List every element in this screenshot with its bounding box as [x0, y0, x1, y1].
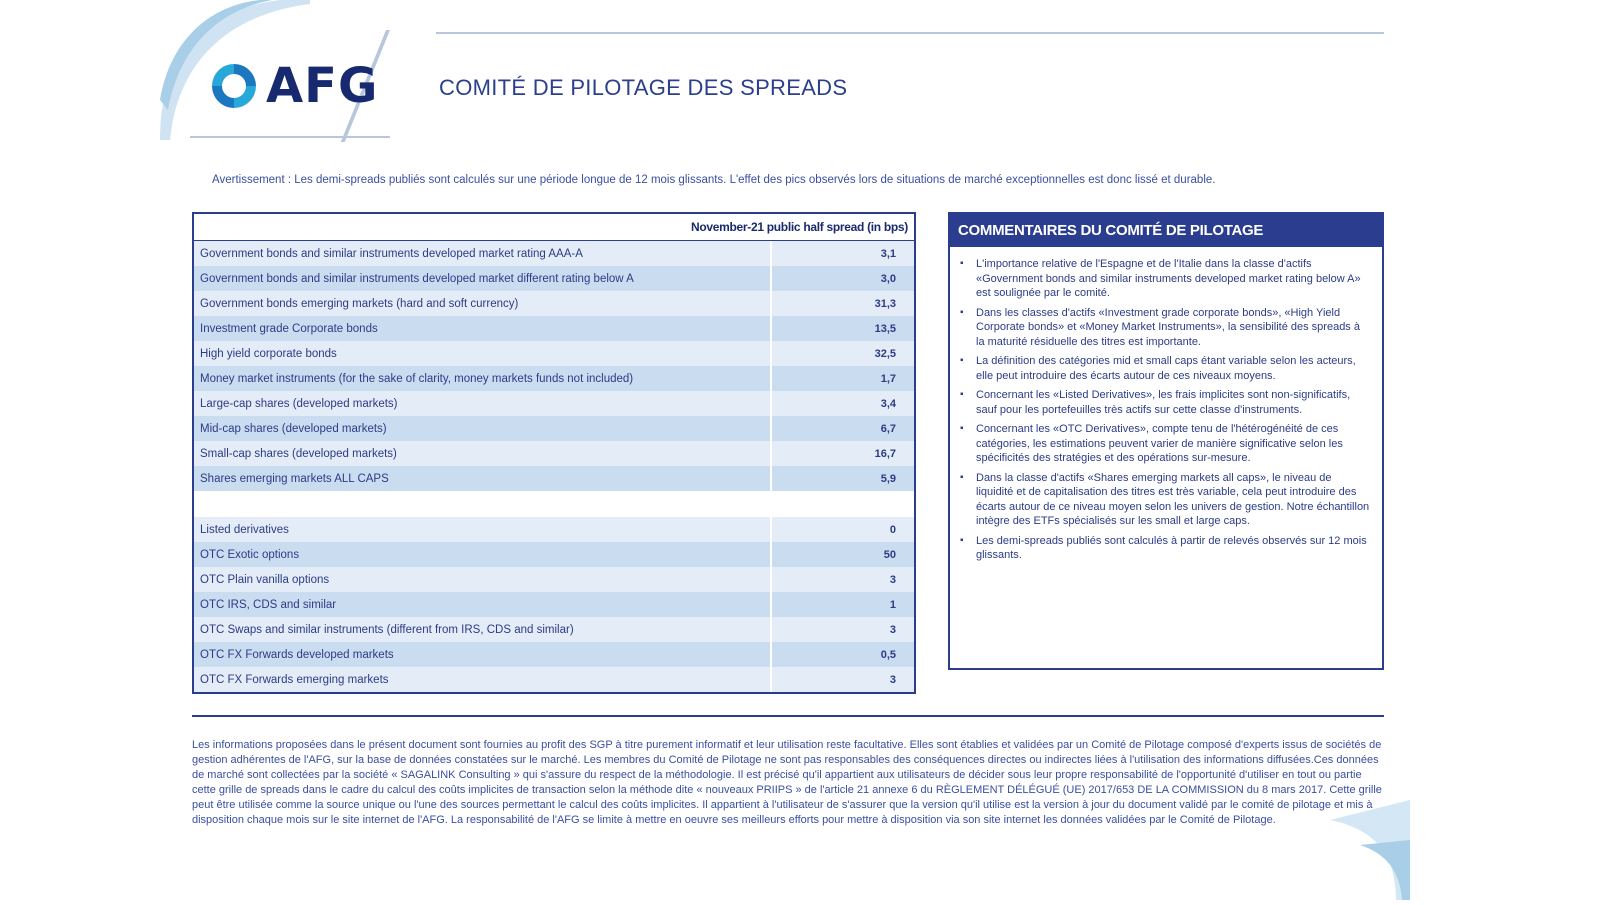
table-group-2 [194, 517, 914, 692]
list-item: ▪ Dans les classes d'actifs «Investment grade corporate bonds», «High Yield Corporate bonds» et «Money Market Instruments», la sensibilité des spreads à la maturité résiduelle des titres est importante. [976, 306, 1370, 350]
row-label: OTC Plain vanilla options [194, 567, 770, 592]
row-label: OTC FX Forwards emerging markets [194, 667, 770, 692]
row-value: 5,9 [770, 466, 914, 491]
row-value: 1,7 [770, 366, 914, 391]
row-value: 32,5 [770, 341, 914, 366]
table-row [194, 441, 914, 466]
row-label: Investment grade Corporate bonds [194, 316, 770, 341]
row-label: Listed derivatives [194, 517, 770, 542]
table-row [194, 391, 914, 416]
row-label: OTC FX Forwards developed markets [194, 642, 770, 667]
table-row [194, 416, 914, 441]
row-value: 31,3 [770, 291, 914, 316]
row-label: Money market instruments (for the sake of clarity, money markets funds not included) [194, 366, 770, 391]
document-page [160, 0, 1410, 900]
header-divider-bottom [190, 136, 390, 138]
row-value: 6,7 [770, 416, 914, 441]
table-row [194, 291, 914, 316]
row-label: Large-cap shares (developed markets) [194, 391, 770, 416]
row-label: Government bonds emerging markets (hard and soft currency) [194, 291, 770, 316]
table-group-1 [194, 241, 914, 491]
list-item: ▪ Concernant les «OTC Derivatives», compte tenu de l'hétérogénéité de ces catégories, les estimations peuvent varier de manière significative selon les spécificités des stratégies et des opérations sur-mesure. [976, 422, 1370, 466]
table-row [194, 592, 914, 617]
row-value: 13,5 [770, 316, 914, 341]
row-label: OTC Exotic options [194, 542, 770, 567]
row-label: Shares emerging markets ALL CAPS [194, 466, 770, 491]
table-row [194, 642, 914, 667]
afg-logo-icon [208, 60, 260, 112]
spreads-table [192, 212, 916, 694]
list-item: ▪ La définition des catégories mid et small caps étant variable selon les acteurs, elle peut introduire des écarts autour de ces niveaux moyens. [976, 354, 1370, 383]
row-label: Government bonds and similar instruments developed market rating AAA-A [194, 241, 770, 266]
list-item: ▪ Les demi-spreads publiés sont calculés à partir de relevés observés sur 12 mois glissants. [976, 534, 1370, 563]
row-label: Government bonds and similar instruments developed market different rating below A [194, 266, 770, 291]
row-label: Small-cap shares (developed markets) [194, 441, 770, 466]
logo-text: AFG [266, 58, 379, 114]
row-value: 3,0 [770, 266, 914, 291]
table-row [194, 517, 914, 542]
list-item: ▪ Concernant les «Listed Derivatives», les frais implicites sont non-significatifs, sauf pour les portefeuilles très actifs sur cette classe d'instruments. [976, 388, 1370, 417]
footer-divider [192, 715, 1384, 717]
list-item: ▪ L'importance relative de l'Espagne et de l'Italie dans la classe d'actifs «Government bonds and similar instruments developed market rating below A» est soulignée par le comité. [976, 257, 1370, 301]
header-divider-top [436, 32, 1384, 34]
row-value: 50 [770, 542, 914, 567]
table-row [194, 341, 914, 366]
table-row [194, 567, 914, 592]
row-value: 3,1 [770, 241, 914, 266]
row-value: 3 [770, 667, 914, 692]
row-label: OTC Swaps and similar instruments (different from IRS, CDS and similar) [194, 617, 770, 642]
row-value: 16,7 [770, 441, 914, 466]
row-label: OTC IRS, CDS and similar [194, 592, 770, 617]
row-value: 3,4 [770, 391, 914, 416]
warning-text: Avertissement : Les demi-spreads publiés sont calculés sur une période longue de 12 mois glissants. L'effet des pics observés lors de situations de marché exceptionnelles est donc lissé et durable. [212, 174, 1216, 186]
row-label: High yield corporate bonds [194, 341, 770, 366]
table-row [194, 617, 914, 642]
table-row [194, 667, 914, 692]
row-value: 0 [770, 517, 914, 542]
table-row [194, 466, 914, 491]
commentaires-panel [948, 212, 1384, 670]
table-row [194, 542, 914, 567]
row-value: 1 [770, 592, 914, 617]
decorative-corner [1290, 800, 1410, 900]
row-value: 3 [770, 567, 914, 592]
table-row [194, 316, 914, 341]
row-label: Mid-cap shares (developed markets) [194, 416, 770, 441]
table-header: November-21 public half spread (in bps) [194, 214, 914, 241]
afg-logo [208, 58, 378, 114]
row-value: 0,5 [770, 642, 914, 667]
row-value: 3 [770, 617, 914, 642]
list-item: ▪ Dans la classe d'actifs «Shares emerging markets all caps», le niveau de liquidité et de capitalisation des titres est très variable, cela peut introduire des écarts autour de ce niveau moyen selon les univers de gestion. Notre échantillon intègre des ETFs spécialisés sur les small et large caps. [976, 471, 1370, 529]
table-row [194, 266, 914, 291]
disclaimer-text: Les informations proposées dans le présent document sont fournies au profit des SGP à titre purement informatif et leur utilisation reste facultative. Elles sont établies et validées par un Comité de Pilotage composé d'experts issus de sociétés de gestion adhérentes de l'AFG, sur la base de données constatées sur le marché. Les membres du Comité de Pilotage ne sont pas responsables des conséquences directes ou indirectes liées à l'utilisation des informations diffusées.Ces données de marché sont collectées par la société « SAGALINK Consulting » qui s'assure du respect de la méthodologie. Il est précisé qu'il appartient aux utilisateurs de décider sous leur propre responsabilité de l'opportunité d'utiliser en tout ou partie cette grille de spreads dans le cadre du calcul des coûts implicites de transaction selon la méthode dite « nouveaux PRIIPS » de l'article 21 annexe 6 du RÈGLEMENT DÉLÉGUÉ (UE) 2017/653 DE LA COMMISSION du 8 mars 2017. Cette grille peut être utilisée comme la source unique ou l'une des sources permettant le calcul des coûts implicites. Il appartient à l'utilisateur de s'assurer que la version qu'il utilise est la version à jour du document validé par le comité de pilotage et mis à disposition chaque mois sur le site internet de l'AFG. La responsabilité de l'AFG se limite à mettre en oeuvre ses meilleurs efforts pour mettre à disposition via son site internet les données validées par le Comité de Pilotage. [192, 739, 1382, 826]
table-gap [194, 491, 914, 517]
page-title: COMITÉ DE PILOTAGE DES SPREADS [439, 75, 848, 100]
table-row [194, 241, 914, 266]
commentaires-list [950, 247, 1382, 563]
commentaires-title: COMMENTAIRES DU COMITÉ DE PILOTAGE [950, 214, 1382, 247]
table-row [194, 366, 914, 391]
